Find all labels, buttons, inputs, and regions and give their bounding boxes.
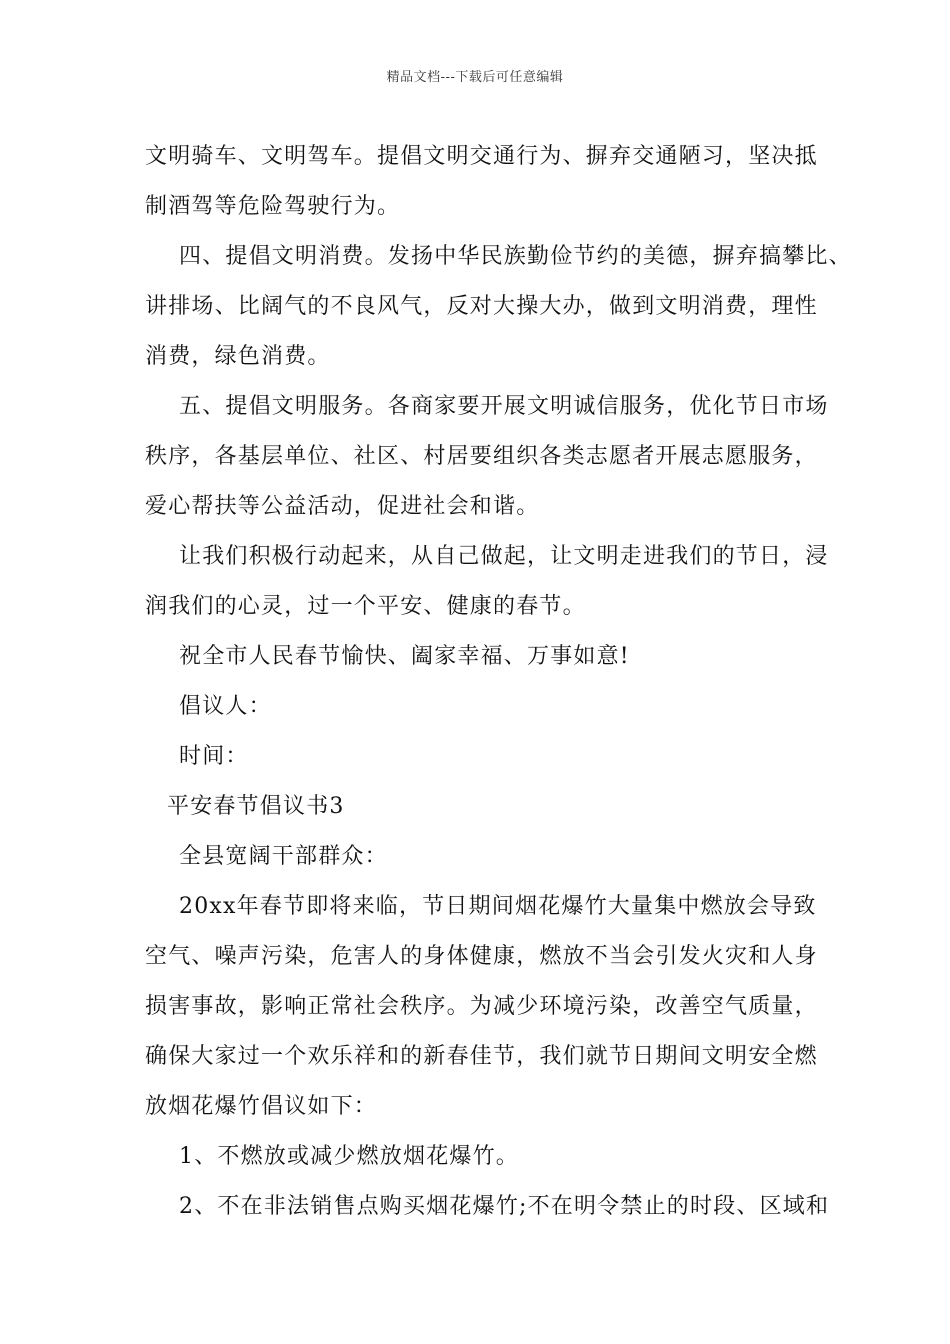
text-line: 放烟花爆竹倡议如下： <box>145 1094 378 1119</box>
text-line: 祝全市人民春节愉快、阖家幸福、万事如意! <box>179 644 630 669</box>
text-line: 秩序，各基层单位、社区、村居要组织各类志愿者开展志愿服务， <box>145 444 818 469</box>
text-line: 让我们积极行动起来，从自己做起，让文明走进我们的节日，浸 <box>179 544 829 569</box>
text-line: 润我们的心灵，过一个平安、健康的春节。 <box>145 594 586 619</box>
text-line: 制酒驾等危险驾驶行为。 <box>145 194 401 219</box>
text-line: 爱心帮扶等公益活动，促进社会和谐。 <box>145 494 540 519</box>
list-item: 2、不在非法销售点购买烟花爆竹;不在明令禁止的时段、区域和 <box>179 1194 830 1219</box>
text-line: 四、提倡文明消费。发扬中华民族勤俭节约的美德，摒弃搞攀比、 <box>179 244 852 269</box>
text-line: 损害事故，影响正常社会秩序。为减少环境污染，改善空气质量， <box>145 994 818 1019</box>
text-line: 讲排场、比阔气的不良风气，反对大操大办，做到文明消费，理性 <box>145 294 818 319</box>
date-label: 时间： <box>179 744 249 769</box>
signature-label: 倡议人： <box>179 694 272 719</box>
text-line: 20xx年春节即将来临，节日期间烟花爆竹大量集中燃放会导致 <box>179 894 817 919</box>
page-header: 精品文档---下载后可任意编辑 <box>386 70 564 85</box>
salutation: 全县宽阔干部群众： <box>179 844 388 869</box>
document-body <box>145 132 852 1232</box>
text-line: 消费，绿色消费。 <box>145 344 331 369</box>
text-line: 空气、噪声污染，危害人的身体健康，燃放不当会引发火灾和人身 <box>145 944 818 969</box>
text-line: 确保大家过一个欢乐祥和的新春佳节，我们就节日期间文明安全燃 <box>145 1044 818 1069</box>
text-line: 文明骑车、文明驾车。提倡文明交通行为、摒弃交通陋习，坚决抵 <box>145 144 818 169</box>
text-line: 五、提倡文明服务。各商家要开展文明诚信服务，优化节日市场 <box>179 394 829 419</box>
list-item: 1、不燃放或减少燃放烟花爆竹。 <box>179 1144 519 1169</box>
section-title: 平安春节倡议书3 <box>167 794 345 819</box>
